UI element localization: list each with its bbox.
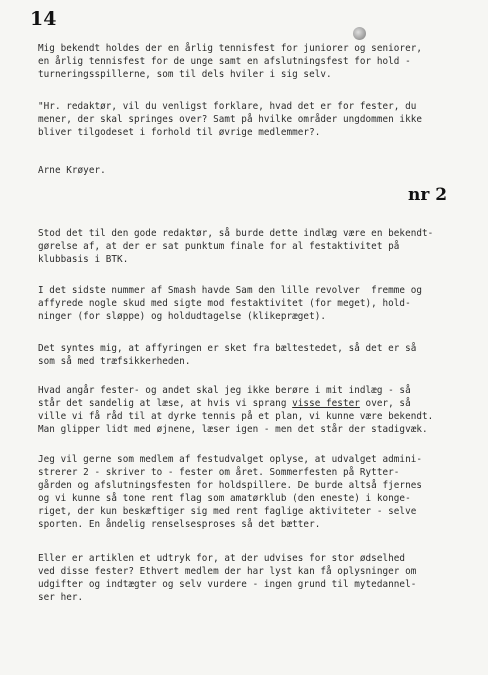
letter2-line-10-end: over, så [359,398,411,409]
page-number: 14 [30,8,57,30]
letter2-line-3: klubbasis i BTK. [38,254,129,265]
letter1-signature: Arne Krøyer. [38,165,106,176]
ink-spot [353,27,366,40]
letter2-line-5: affyrede nogle skud med sigte mod festaktivitet (for meget), hold- [38,298,411,309]
letter2-line-4: I det sidste nummer af Smash havde Sam den lille revolver fremme og [38,285,423,296]
letter1-line-5: mener, der skal springes over? Samt på hvilke områder ungdommen ikke [38,114,423,125]
letter1-line-4: "Hr. redaktør, vil du venligst forklare, hvad det er for fester, du [38,101,417,112]
letter2-line-15: gården og afslutningsfesten for holdspillere. De burde altså fjernes [38,480,423,491]
letter2-line-14: strerer 2 - skriver to - fester om året. Sommerfesten på Rytter- [38,467,400,478]
letter1-line-6: bliver tilgodeset i forhold til øvrige medlemmer?. [38,127,321,138]
letter2-line-13: Jeg vil gerne som medlem af festudvalget oplyse, at udvalget admini- [38,454,423,465]
section-heading: nr 2 [408,185,448,205]
letter2-line-1: Stod det til den gode redaktør, så burde dette indlæg være en bekendt- [38,228,434,239]
underlined-phrase: visse fester [292,398,360,409]
letter2-line-21: udgifter og indtægter og selv vurdere - ingen grund til mytedannel- [38,579,417,590]
letter2-line-10 [38,398,411,409]
letter2-line-22: ser her. [38,592,84,603]
letter2-line-9: Hvad angår fester- og andet skal jeg ikke berøre i mit indlæg - så [38,385,411,396]
letter1-line-1: Mig bekendt holdes der en årlig tennisfest for juniorer og seniorer, [38,43,423,54]
letter2-line-20: ved disse fester? Ethvert medlem der har lyst kan få oplysninger om [38,566,417,577]
letter1-line-3: turneringsspillerne, som til dels hviler i sig selv. [38,69,332,80]
letter2-line-12: Man glipper lidt med øjnene, læser igen - men det står der stadigvæk. [38,424,428,435]
letter2-line-16: og vi kunne så tone rent flag som amatørklub (den eneste) i konge- [38,493,411,504]
letter2-line-8: som så med træfsikkerheden. [38,356,191,367]
letter2-line-6: ninger (for sløppe) og holdudtagelse (klikepræget). [38,311,327,322]
letter2-line-18: sporten. En åndelig renselsesproses så det bætter. [38,519,321,530]
letter2-line-10-start: står det sandelig at læse, at hvis vi sprang [38,398,293,409]
letter2-line-17: riget, der kun beskæftiger sig med rent faglige aktiviteter - selve [38,506,417,517]
letter2-line-19: Eller er artiklen et udtryk for, at der udvises for stor ødselhed [38,553,406,564]
letter2-line-7: Det syntes mig, at affyringen er sket fra bæltestedet, så det er så [38,343,417,354]
letter2-line-11: ville vi få råd til at dyrke tennis på et plan, vi kunne være bekendt. [38,411,434,422]
letter1-line-2: en årlig tennisfest for de unge samt en afslutningsfest for hold - [38,56,411,67]
letter2-line-2: gørelse af, at der er sat punktum finale for al festaktivitet på [38,241,400,252]
